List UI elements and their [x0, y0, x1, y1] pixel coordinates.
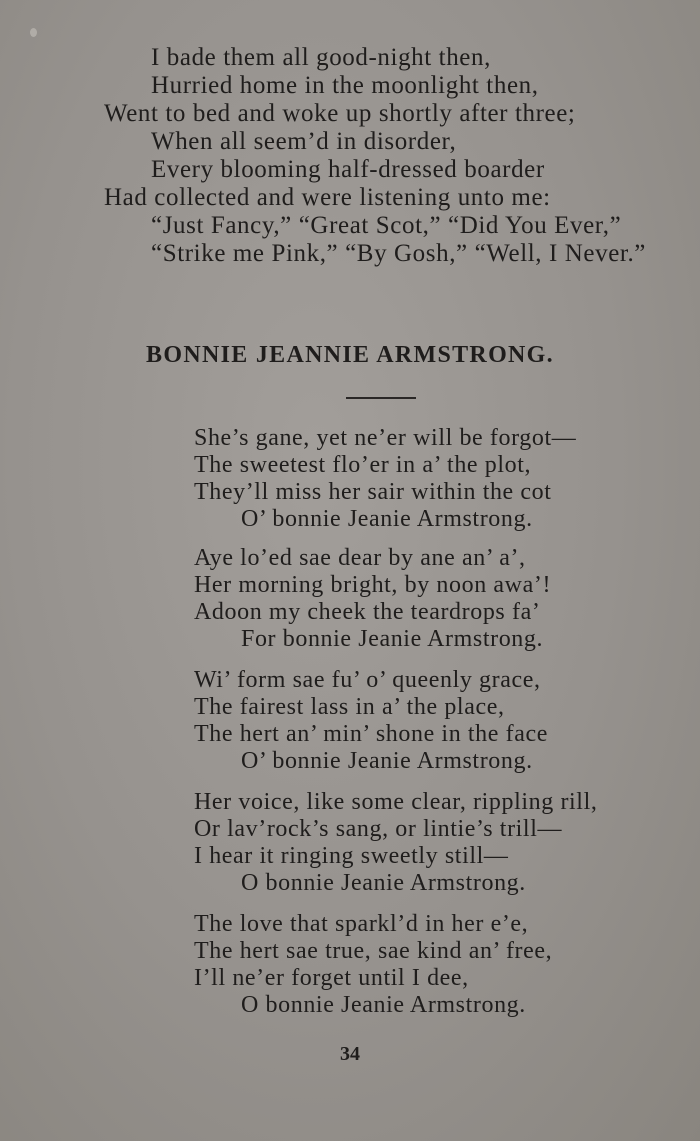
verse-line: The hert an’ min’ shone in the face — [194, 721, 548, 747]
verse-line: “Just Fancy,” “Great Scot,” “Did You Ever,” — [151, 212, 622, 239]
verse-line: O’ bonnie Jeanie Armstrong. — [241, 748, 533, 774]
title-rule — [346, 397, 416, 399]
verse-line: “Strike me Pink,” “By Gosh,” “Well, I Never.” — [151, 240, 646, 267]
verse-line: Every blooming half-dressed boarder — [151, 156, 545, 183]
verse-line: Adoon my cheek the teardrops fa’ — [194, 599, 541, 625]
verse-line: The fairest lass in a’ the place, — [194, 694, 505, 720]
verse-line: O’ bonnie Jeanie Armstrong. — [241, 506, 533, 532]
verse-line: Or lav’rock’s sang, or lintie’s trill— — [194, 816, 563, 842]
verse-line: For bonnie Jeanie Armstrong. — [241, 626, 544, 652]
verse-line: I hear it ringing sweetly still— — [194, 843, 509, 869]
verse-line: The love that sparkl’d in her e’e, — [194, 911, 529, 937]
poem-title: BONNIE JEANNIE ARMSTRONG. — [146, 342, 554, 368]
verse-line: Had collected and were listening unto me: — [104, 184, 551, 211]
verse-line: Her morning bright, by noon awa’! — [194, 572, 552, 598]
verse-line: O bonnie Jeanie Armstrong. — [241, 992, 526, 1018]
verse-line: Wi’ form sae fu’ o’ queenly grace, — [194, 667, 541, 693]
verse-line: She’s gane, yet ne’er will be forgot— — [194, 425, 577, 451]
verse-line: Aye lo’ed sae dear by ane an’ a’, — [194, 545, 526, 571]
verse-line: Went to bed and woke up shortly after three; — [104, 100, 576, 127]
verse-line: They’ll miss her sair within the cot — [194, 479, 552, 505]
verse-line: O bonnie Jeanie Armstrong. — [241, 870, 526, 896]
page-number: 34 — [340, 1043, 360, 1065]
verse-line: When all seem’d in disorder, — [151, 128, 457, 155]
verse-line: I bade them all good-night then, — [151, 44, 491, 71]
verse-line: I’ll ne’er forget until I dee, — [194, 965, 469, 991]
verse-line: The sweetest flo’er in a’ the plot, — [194, 452, 532, 478]
verse-line: Her voice, like some clear, rippling rill, — [194, 789, 598, 815]
verse-line: The hert sae true, sae kind an’ free, — [194, 938, 553, 964]
paper-speck — [30, 28, 37, 37]
verse-line: Hurried home in the moonlight then, — [151, 72, 539, 99]
